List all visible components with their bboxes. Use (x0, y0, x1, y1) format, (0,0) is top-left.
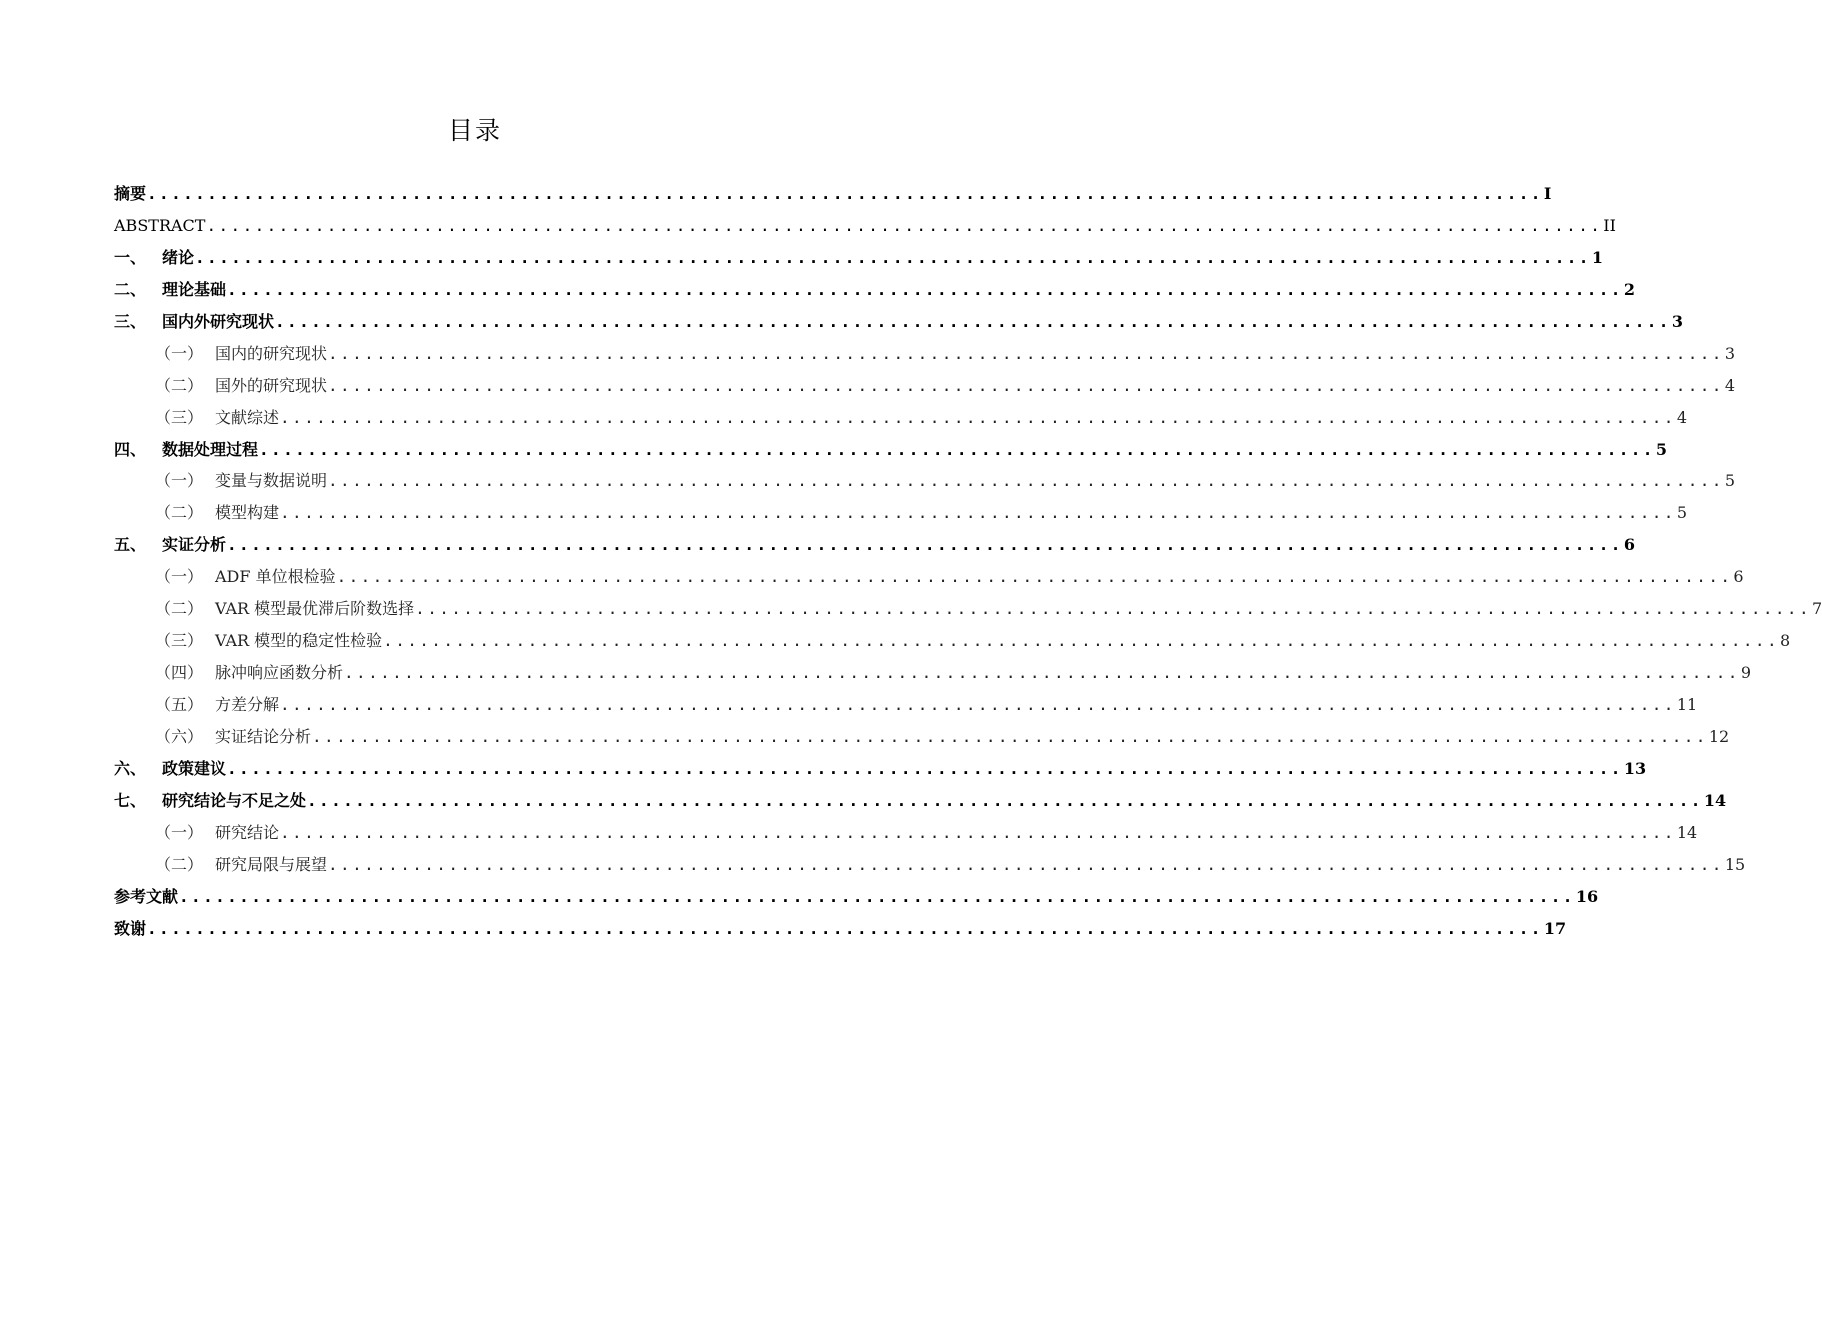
toc-entry-section-7-1[interactable] (114, 817, 1698, 849)
toc-leader: .................................................................................................................... (344, 663, 1740, 683)
toc-entry-section-7-2[interactable] (114, 849, 1746, 881)
page-title: 目录 (447, 116, 502, 145)
toc-entry-section-5-1[interactable] (114, 561, 1744, 593)
toc-entry-section-3-2[interactable] (114, 370, 1736, 402)
toc-leader: .................................................................................................................... (280, 503, 1676, 523)
toc-entry-page: 9 (1740, 663, 1752, 683)
toc-entry-title: 方差分解 (215, 695, 280, 714)
toc-entry-title: VAR 模型的稳定性检验 (215, 631, 383, 651)
toc-entry-number: （一） (155, 567, 204, 587)
toc-entry-chapter-5[interactable] (114, 529, 1635, 561)
toc-leader: .................................................................................................................... (227, 279, 1623, 299)
toc-entry-section-5-6[interactable] (114, 721, 1730, 753)
toc-entry-number: 四、 (114, 439, 147, 459)
toc-entry-number: （五） (155, 695, 204, 714)
toc-leader: .................................................................................................................... (280, 822, 1676, 842)
toc-entry-title: ABSTRACT (114, 215, 206, 235)
toc-entry-page: 6 (1623, 535, 1635, 555)
toc-leader: .................................................................................................................... (383, 631, 1779, 651)
toc-entry-section-4-2[interactable] (114, 497, 1688, 529)
toc-leader: .................................................................................................................... (312, 726, 1708, 746)
toc-leader: .................................................................................................................... (206, 215, 1603, 235)
toc-entry-number: 七、 (114, 790, 147, 810)
toc-entry-title: 摘要 (114, 184, 147, 203)
toc-entry-number: 三、 (114, 311, 147, 331)
toc-entry-number: 五、 (114, 535, 147, 555)
toc-leader: .................................................................................................................... (415, 599, 1811, 619)
toc-entry-page: 15 (1724, 854, 1746, 874)
toc-entry-chapter-2[interactable] (114, 274, 1635, 306)
toc-entry-page: 3 (1724, 343, 1736, 363)
toc-entry-section-5-3[interactable] (114, 625, 1791, 657)
toc-entry-page: 17 (1543, 918, 1567, 938)
toc-entry-title: 实证分析 (162, 535, 227, 555)
toc-entry-page: 4 (1724, 375, 1736, 395)
toc-entry-title: 国外的研究现状 (215, 375, 328, 395)
toc-entry-number: 六、 (114, 758, 147, 778)
toc-entry-page: 14 (1676, 822, 1698, 842)
toc-entry-title: 国内的研究现状 (215, 343, 328, 363)
toc-entry-title: VAR 模型最优滞后阶数选择 (215, 599, 415, 619)
toc-leader: .................................................................................................................... (147, 918, 1543, 938)
toc-entry-chapter-7[interactable] (114, 785, 1727, 817)
toc-leader: .................................................................................................................... (307, 790, 1703, 810)
toc-entry-title: 致谢 (114, 918, 147, 938)
toc-entry-chapter-6[interactable] (114, 753, 1647, 785)
toc-entry-title: 参考文献 (114, 886, 179, 906)
toc-entry-page: 6 (1733, 567, 1744, 587)
toc-leader: .................................................................................................................... (227, 535, 1623, 555)
toc-entry-section-5-5[interactable] (114, 689, 1698, 721)
toc-entry-number: （一） (155, 822, 204, 842)
toc-entry-title: 模型构建 (215, 503, 280, 523)
toc-entry-page: 12 (1708, 726, 1730, 746)
toc-leader: .................................................................................................................... (280, 407, 1676, 427)
toc-entry-page: 5 (1676, 503, 1688, 523)
toc-entry-title: 理论基础 (162, 279, 227, 299)
toc-leader: .................................................................................................................... (328, 343, 1724, 363)
toc-entry-page: 4 (1676, 407, 1688, 427)
toc-entry-title: 文献综述 (215, 407, 280, 427)
toc-entry-page: I (1543, 184, 1552, 203)
toc-leader: .................................................................................................................... (328, 471, 1724, 491)
toc-entry-title: 研究结论 (215, 822, 280, 842)
table-of-contents (114, 178, 1822, 945)
toc-leader: .................................................................................................................... (328, 854, 1724, 874)
toc-entry-page: 2 (1623, 279, 1635, 299)
toc-entry-page: 13 (1623, 758, 1647, 778)
toc-entry-title: 实证结论分析 (215, 726, 312, 746)
toc-leader: .................................................................................................................... (227, 758, 1623, 778)
toc-entry-number: 一、 (114, 247, 147, 267)
toc-entry-section-4-1[interactable] (114, 465, 1736, 497)
toc-leader: .................................................................................................................... (336, 567, 1733, 587)
toc-entry-abstract-en[interactable] (114, 210, 1616, 242)
toc-entry-number: （二） (155, 854, 204, 874)
toc-entry-title: 变量与数据说明 (215, 471, 328, 491)
toc-entry-title: 政策建议 (162, 758, 227, 778)
toc-entry-page: 14 (1703, 790, 1727, 810)
toc-entry-page: II (1603, 215, 1616, 235)
toc-leader: .................................................................................................................... (328, 375, 1724, 395)
toc-entry-title: 绪论 (162, 247, 195, 267)
toc-entry-page: 16 (1575, 886, 1599, 906)
toc-entry-title: 研究结论与不足之处 (162, 790, 307, 810)
toc-entry-section-5-2[interactable] (114, 593, 1822, 625)
toc-entry-title: ADF 单位根检验 (215, 567, 336, 587)
toc-entry-section-3-3[interactable] (114, 402, 1688, 434)
toc-entry-references[interactable] (114, 881, 1599, 913)
toc-leader: .................................................................................................................... (259, 439, 1655, 459)
toc-entry-abstract-cn[interactable] (114, 178, 1552, 210)
toc-entry-chapter-3[interactable] (114, 306, 1683, 338)
toc-entry-section-3-1[interactable] (114, 338, 1736, 370)
toc-entry-page: 5 (1655, 439, 1667, 459)
toc-entry-number: （二） (155, 503, 204, 523)
toc-entry-number: （一） (155, 343, 204, 363)
toc-entry-chapter-1[interactable] (114, 242, 1603, 274)
toc-entry-page: 8 (1779, 631, 1791, 651)
toc-leader: .................................................................................................................... (147, 184, 1543, 203)
toc-entry-section-5-4[interactable] (114, 657, 1752, 689)
toc-entry-number: （三） (155, 407, 204, 427)
toc-entry-page: 1 (1591, 247, 1603, 267)
toc-entry-number: （四） (155, 663, 204, 683)
toc-entry-title: 脉冲响应函数分析 (215, 663, 344, 683)
toc-leader: .................................................................................................................... (179, 886, 1575, 906)
toc-entry-title: 国内外研究现状 (162, 311, 275, 331)
toc-entry-page: 5 (1724, 471, 1736, 491)
toc-entry-title: 数据处理过程 (162, 439, 259, 459)
toc-entry-number: （三） (155, 631, 204, 651)
toc-entry-number: 二、 (114, 279, 147, 299)
toc-entry-page: 7 (1811, 599, 1822, 619)
toc-entry-number: （六） (155, 726, 204, 746)
toc-entry-page: 3 (1671, 311, 1683, 331)
toc-entry-chapter-4[interactable] (114, 434, 1667, 466)
toc-entry-acknowledgements[interactable] (114, 913, 1567, 945)
toc-leader: .................................................................................................................... (280, 695, 1676, 714)
toc-entry-page: 11 (1676, 695, 1698, 714)
toc-entry-number: （二） (155, 599, 204, 619)
toc-entry-number: （二） (155, 375, 204, 395)
toc-leader: .................................................................................................................... (195, 247, 1591, 267)
toc-leader: .................................................................................................................... (275, 311, 1671, 331)
toc-entry-title: 研究局限与展望 (215, 854, 328, 874)
toc-entry-number: （一） (155, 471, 204, 491)
